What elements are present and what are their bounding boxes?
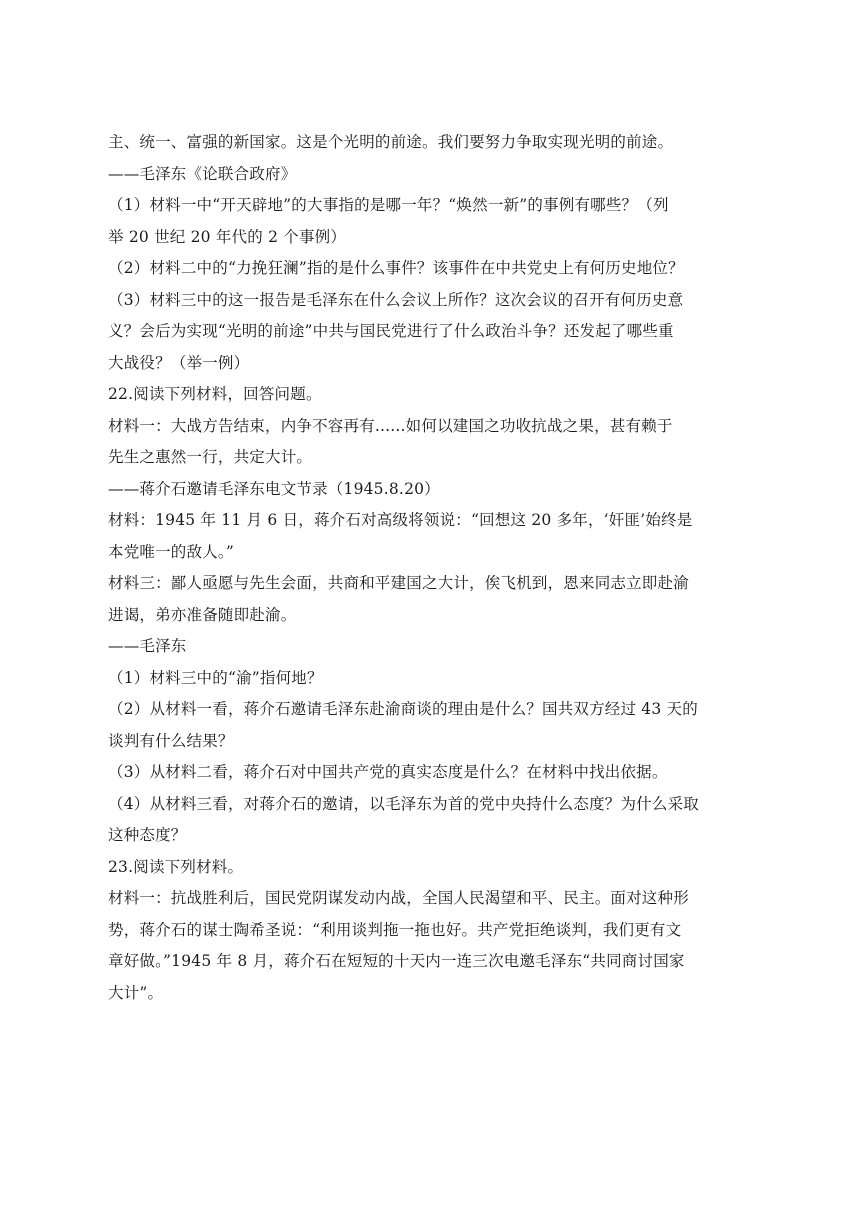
material-line: 章好做。”1945 年 8 月，蒋介石在短短的十天内一连三次电邀毛泽东“共同商讨国家 [108,952,685,970]
material-line: 材料一：大战方告结束，内争不容再有......如何以建国之功收抗战之果，甚有赖于 [108,416,673,435]
material-line: 材料：1945 年 11 月 6 日，蒋介石对高级将领说：“回想这 20 多年，‘奸匪’始终是 [108,511,693,529]
question-line: （2）从材料一看，蒋介石邀请毛泽东赴渝商谈的理由是什么？国共双方经过 43 天的 [108,700,698,718]
question-line: 谈判有什么结果？ [108,731,234,750]
text-line: 主、统一、富强的新国家。这是个光明的前途。我们要努力争取实现光明的前途。 [108,133,674,151]
question-line: （4）从材料三看，对蒋介石的邀请，以毛泽东为首的党中央持什么态度？为什么采取 [108,794,699,813]
question-heading: 23.阅读下列材料。 [108,857,244,876]
material-line: 本党唯一的敌人。” [108,542,234,561]
question-line: （1）材料一中“开天辟地”的大事指的是哪一年？“焕然一新”的事例有哪些？（列 [108,196,669,214]
question-line: （3）从材料二看，蒋介石对中国共产党的真实态度是什么？在材料中找出依据。 [108,763,668,781]
question-line: （2）材料二中的“力挽狂澜”指的是什么事件？该事件在中共党史上有何历史地位？ [108,259,684,277]
material-line: 大计”。 [108,983,164,1002]
material-line: 先生之惠然一行，共定大计。 [108,448,313,466]
question-line: （3）材料三中的这一报告是毛泽东在什么会议上所作？这次会议的召开有何历史意 [108,290,684,309]
text-line: ——毛泽东《论联合政府》 [108,164,297,183]
material-line: 势，蒋介石的谋士陶希圣说：“利用谈判拖一拖也好。共产党拒绝谈判，我们更有文 [108,920,682,939]
question-heading: 22.阅读下列材料，回答问题。 [108,385,322,403]
material-line: 材料三：鄙人亟愿与先生会面，共商和平建国之大计，俟飞机到，恩来同志立即赴渝 [108,574,689,592]
source-line: ——蒋介石邀请毛泽东电文节录（1945.8.20） [108,479,440,498]
question-line: （1）材料三中的“渝”指何地？ [108,668,323,687]
material-line: 进谒，弟亦准备随即赴渝。 [108,605,297,624]
source-line: ——毛泽东 [108,637,187,655]
question-line: 大战役？（举一例） [108,353,250,372]
question-line: 这种态度？ [108,826,187,844]
question-line: 义？会后为实现“光明的前途”中共与国民党进行了什么政治斗争？还发起了哪些重 [108,322,674,340]
material-line: 材料一：抗战胜利后，国民党阴谋发动内战，全国人民渴望和平、民主。面对这种形 [108,889,689,907]
document-body [108,127,758,1009]
question-line: 举 20 世纪 20 年代的 2 个事例） [108,227,347,246]
